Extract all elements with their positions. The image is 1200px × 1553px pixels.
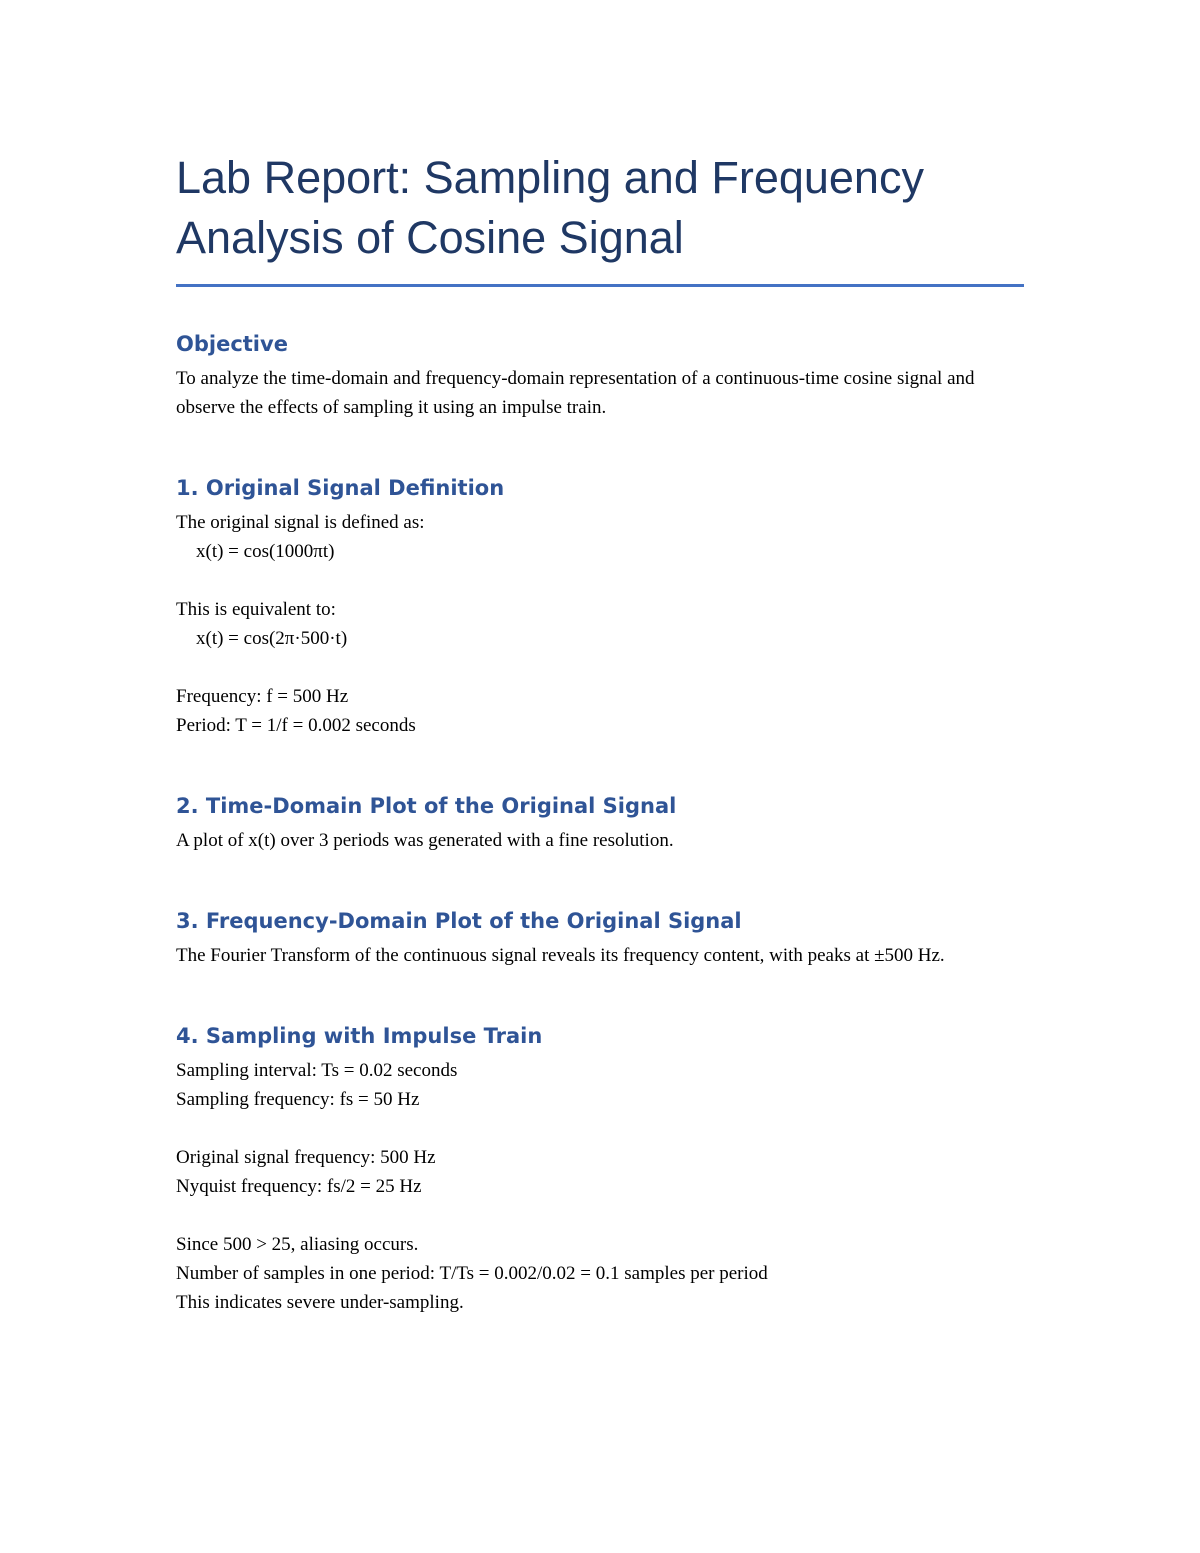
section-objective [176,330,1026,422]
section-time-domain [176,792,1026,855]
samples-per-period-line: Number of samples in one period: T/Ts = 0.002/0.02 = 0.1 samples per period [176,1263,768,1284]
section3-heading: 3. Frequency-Domain Plot of the Original Signal [176,909,742,933]
section1-equiv: This is equivalent to: [176,599,336,620]
frequency-line: Frequency: f = 500 Hz [176,686,349,707]
equation-1: x(t) = cos(1000πt) [196,541,335,562]
spacer [176,566,1026,595]
spacer [176,1201,1026,1230]
conclusion-line: This indicates severe under-sampling. [176,1292,464,1313]
section3-text: The Fourier Transform of the continuous signal reveals its frequency content, with peaks at ±500 Hz. [176,945,945,966]
section4-heading: 4. Sampling with Impulse Train [176,1024,543,1048]
period-line: Period: T = 1/f = 0.002 seconds [176,715,416,736]
nyquist-line: Nyquist frequency: fs/2 = 25 Hz [176,1176,422,1197]
document-body [176,148,1026,1317]
section1-intro: The original signal is defined as: [176,512,425,533]
objective-heading: Objective [176,332,288,356]
original-frequency-line: Original signal frequency: 500 Hz [176,1147,436,1168]
document-title: Lab Report: Sampling and Frequency Analysis of Cosine Signal [176,152,924,263]
section2-heading: 2. Time-Domain Plot of the Original Signal [176,794,677,818]
section-original-signal [176,474,1026,740]
aliasing-line: Since 500 > 25, aliasing occurs. [176,1234,419,1255]
spacer [176,653,1026,682]
sampling-frequency-line: Sampling frequency: fs = 50 Hz [176,1089,420,1110]
section-sampling [176,1022,1026,1317]
section2-text: A plot of x(t) over 3 periods was generated with a fine resolution. [176,830,674,851]
section1-heading: 1. Original Signal Definition [176,476,505,500]
title-underline [176,284,1024,287]
spacer [176,1114,1026,1143]
section-frequency-domain [176,907,1026,970]
sampling-interval-line: Sampling interval: Ts = 0.02 seconds [176,1060,458,1081]
equation-2: x(t) = cos(2π·500·t) [196,628,348,649]
objective-text: To analyze the time-domain and frequency-domain representation of a continuous-time cosine signal and observe the effects of sampling it using an impulse train. [176,368,975,418]
